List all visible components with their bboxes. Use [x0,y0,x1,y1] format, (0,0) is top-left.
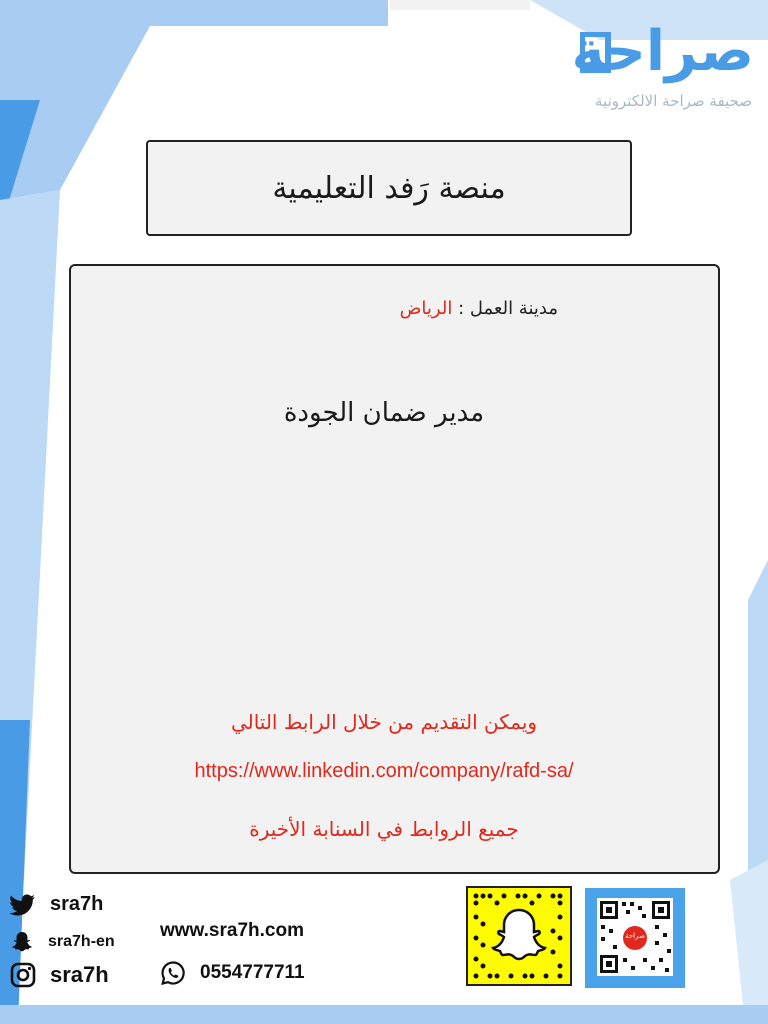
instagram-handle-text: sra7h [50,962,109,987]
instagram-icon [10,962,36,988]
city-value: الرياض [399,298,453,319]
snapcode-icon [468,888,570,984]
snapchat-code[interactable] [466,886,572,986]
page-title: منصة رَفد التعليمية [272,170,506,206]
qr-code[interactable] [585,888,685,988]
twitter-handle-text: sra7h [50,893,104,915]
instagram-handle[interactable] [10,962,109,988]
twitter-icon [10,894,36,916]
website-link[interactable]: www.sra7h.com [160,920,304,941]
job-position: مدير ضمان الجودة [283,398,485,428]
logo-title: صراحة [571,19,754,84]
city-label: مدينة العمل : [458,298,558,319]
whatsapp-icon [160,960,186,986]
qr-logo-label: صراحة [625,932,645,940]
snapchat-icon [10,930,34,954]
apply-link[interactable]: https://www.linkedin.com/company/rafd-sa/ [194,760,574,782]
logo-tagline: صحيفة صراحة الالكترونية [595,92,752,110]
twitter-handle[interactable] [10,893,103,916]
snapchat-handle-text: sra7h-en [48,933,115,950]
snapchat-handle[interactable] [10,930,115,954]
whatsapp-number[interactable] [160,960,305,986]
links-note: جميع الروابط في السنابة الأخيرة [249,817,519,841]
apply-text: ويمكن التقديم من خلال الرابط التالي [230,710,538,734]
work-city [400,298,558,319]
title-box [146,140,632,236]
logo [570,20,760,120]
whatsapp-number-text: 0554777711 [200,962,305,983]
